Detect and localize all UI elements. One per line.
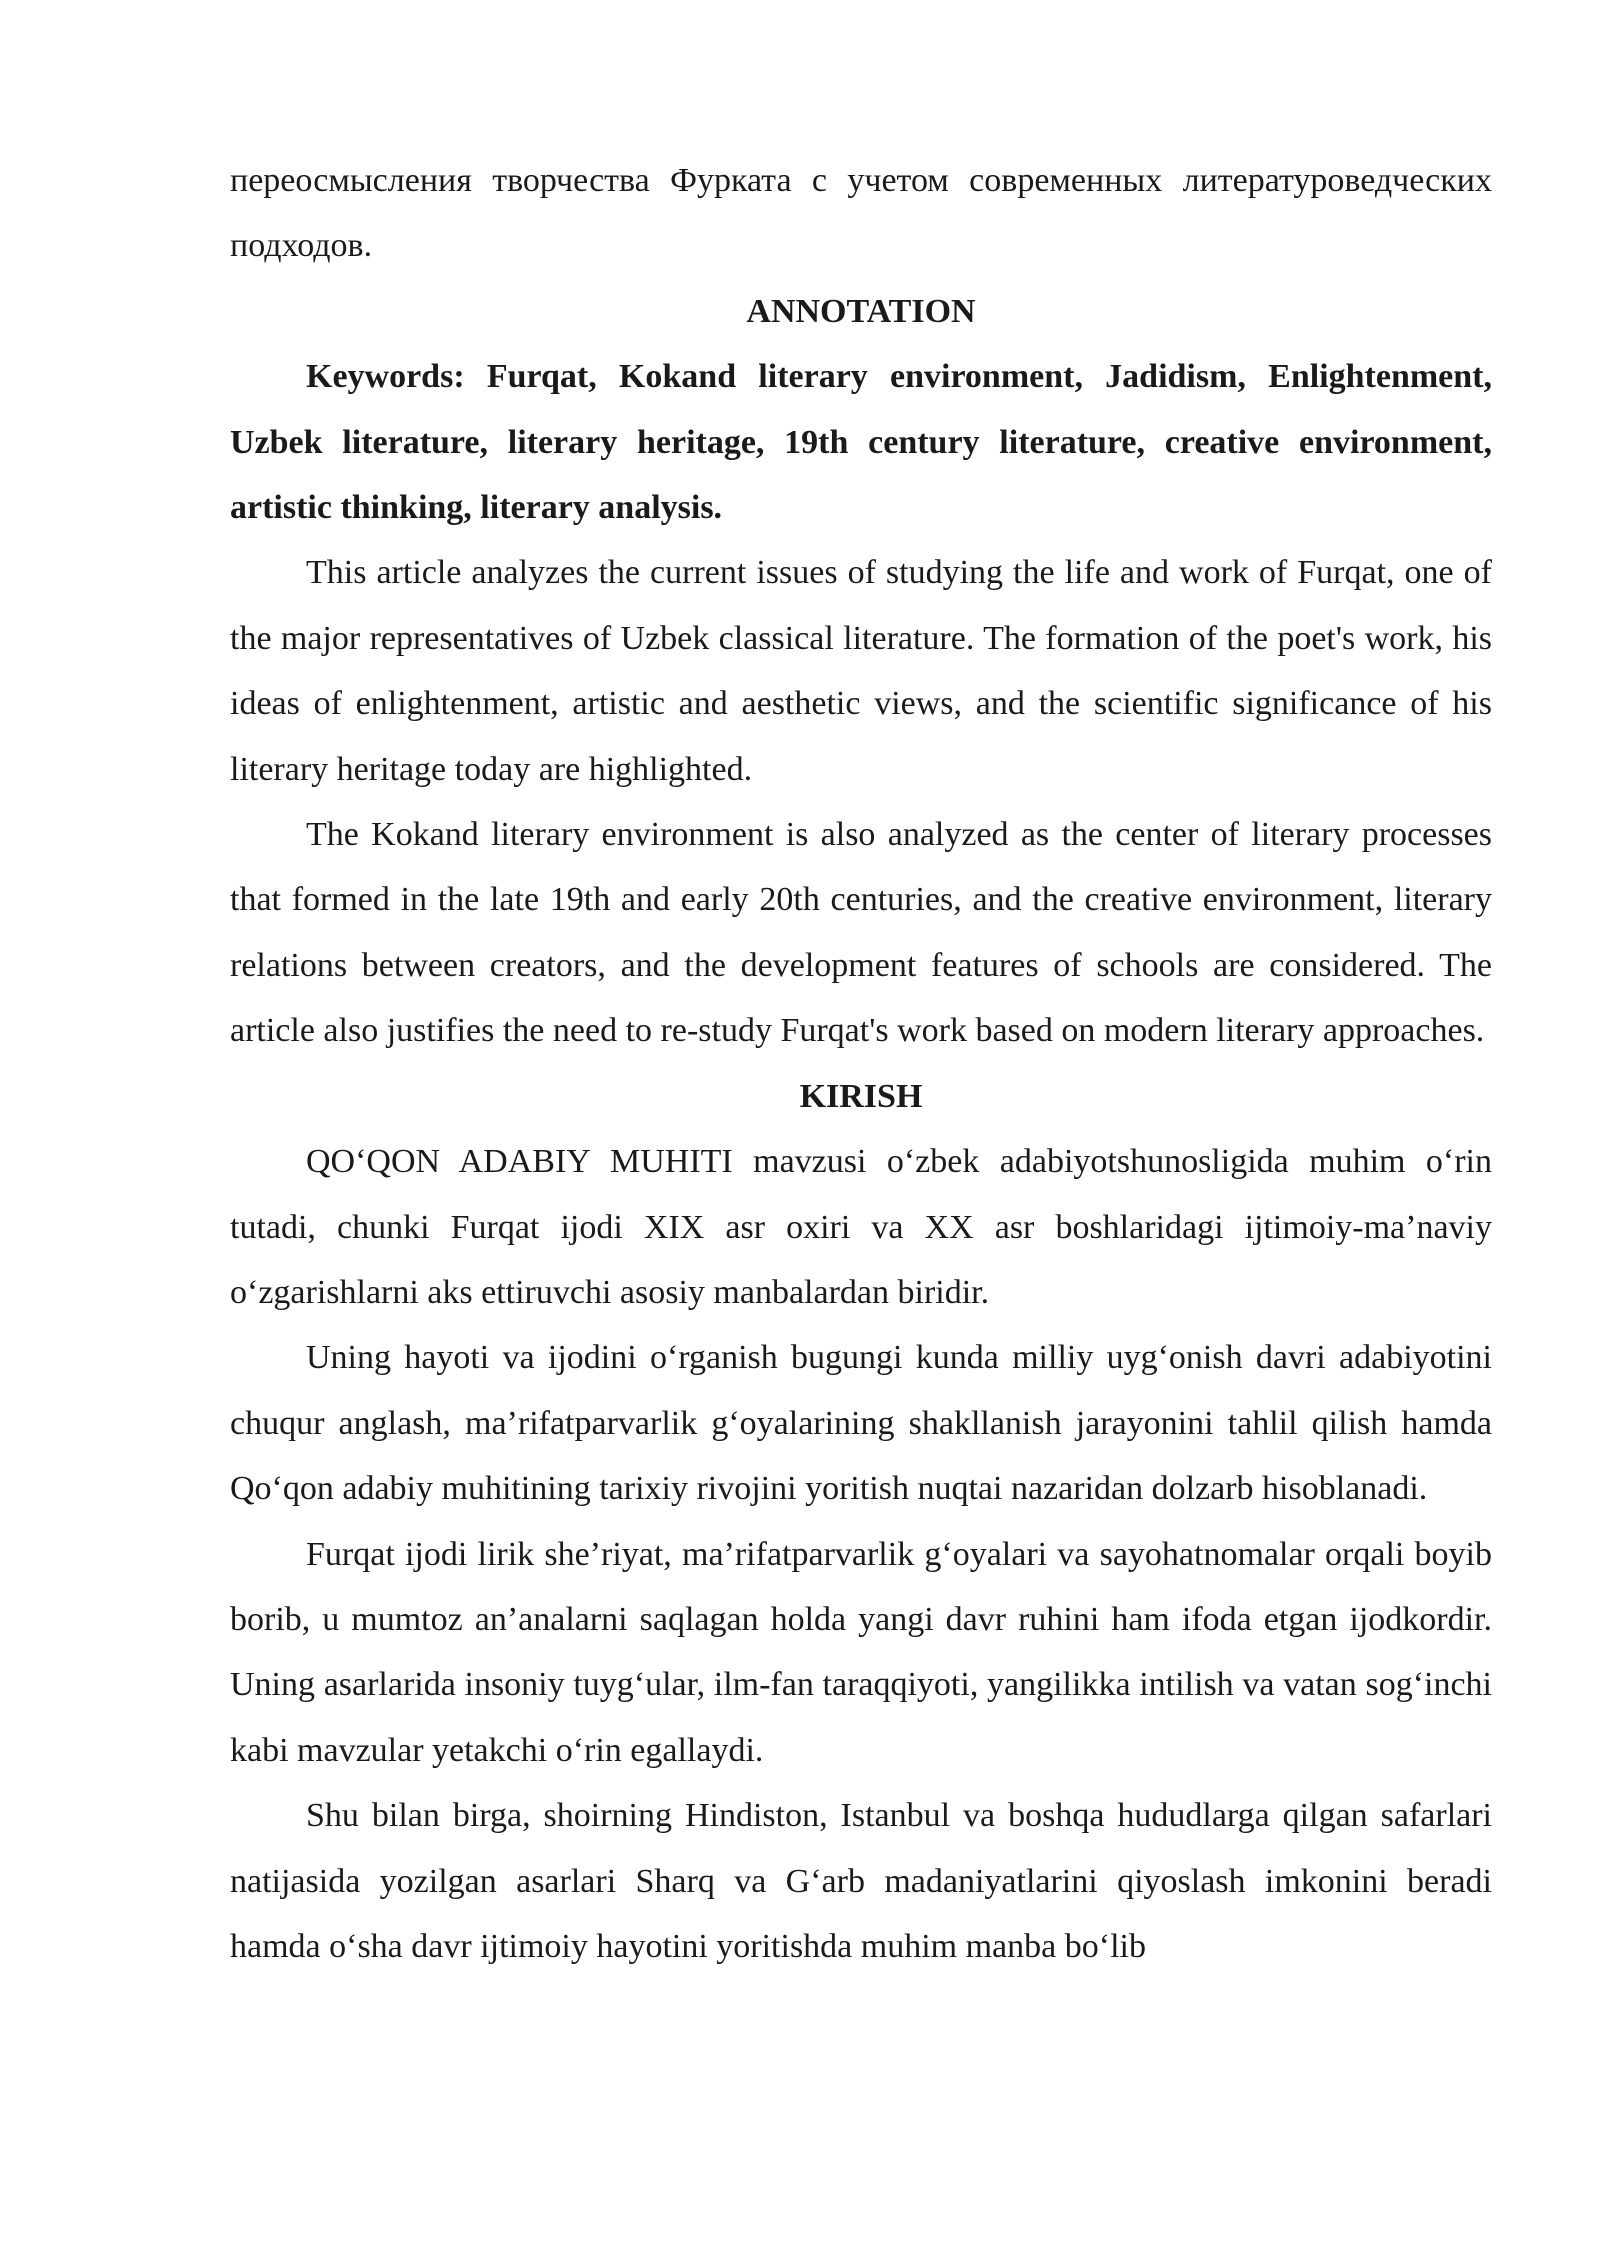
kirish-heading: KIRISH xyxy=(799,1077,923,1115)
document-page xyxy=(230,148,1492,1979)
annotation-paragraph-2: The Kokand literary environment is also analyzed as the center of literary processes that formed in the late 19th and early 20th centuries, and the creative environment, literary relations between creators, and the development features of schools are considered. The article also justifies the need to re-study Furqat's work based on modern literary approaches. xyxy=(230,816,1492,1050)
keywords-paragraph: Keywords: Furqat, Kokand literary environment, Jadidism, Enlightenment, Uzbek literature, literary heritage, 19th century literature, creative environment, artistic thinking, literary analysis. xyxy=(230,358,1492,527)
annotation-heading: ANNOTATION xyxy=(746,292,976,330)
continuation-paragraph: переосмысления творчества Фурката с учетом современных литературоведческих подходов. xyxy=(230,162,1492,265)
kirish-paragraph-4: Shu bilan birga, shoirning Hindiston, Istanbul va boshqa hududlarga qilgan safarlari natijasida yozilgan asarlari Sharq va G‘arb madaniyatlarini qiyoslash imkonini beradi hamda o‘sha davr ijtimoiy hayotini yoritishda muhim manba bo‘lib xyxy=(230,1797,1492,1965)
kirish-paragraph-3: Furqat ijodi lirik she’riyat, ma’rifatparvarlik g‘oyalari va sayohatnomalar orqali boyib borib, u mumtoz an’analarni saqlagan holda yangi davr ruhini ham ifoda etgan ijodkordir. Uning asarlarida insoniy tuyg‘ular, ilm-fan taraqqiyoti, yangilikka intilish va vatan sog‘inchi kabi mavzular yetakchi o‘rin egallaydi. xyxy=(230,1535,1492,1769)
annotation-paragraph-1: This article analyzes the current issues of studying the life and work of Furqat, one of the major representatives of Uzbek classical literature. The formation of the poet's work, his ideas of enlightenment, artistic and aesthetic views, and the scientific significance of his literary heritage today are highlighted. xyxy=(230,554,1492,788)
kirish-paragraph-2: Uning hayoti va ijodini o‘rganish bugungi kunda milliy uyg‘onish davri adabiyotini chuqur anglash, ma’rifatparvarlik g‘oyalarining shakllanish jarayonini tahlil qilish hamda Qo‘qon adabiy muhitining tarixiy rivojini yoritish nuqtai nazaridan dolzarb hisoblanadi. xyxy=(230,1339,1492,1508)
kirish-paragraph-1: QO‘QON ADABIY MUHITI mavzusi o‘zbek adabiyotshunosligida muhim o‘rin tutadi, chunki Furqat ijodi XIX asr oxiri va XX asr boshlaridagi ijtimoiy-ma’naviy o‘zgarishlarni aks ettiruvchi asosiy manbalardan biridir. xyxy=(230,1143,1492,1311)
